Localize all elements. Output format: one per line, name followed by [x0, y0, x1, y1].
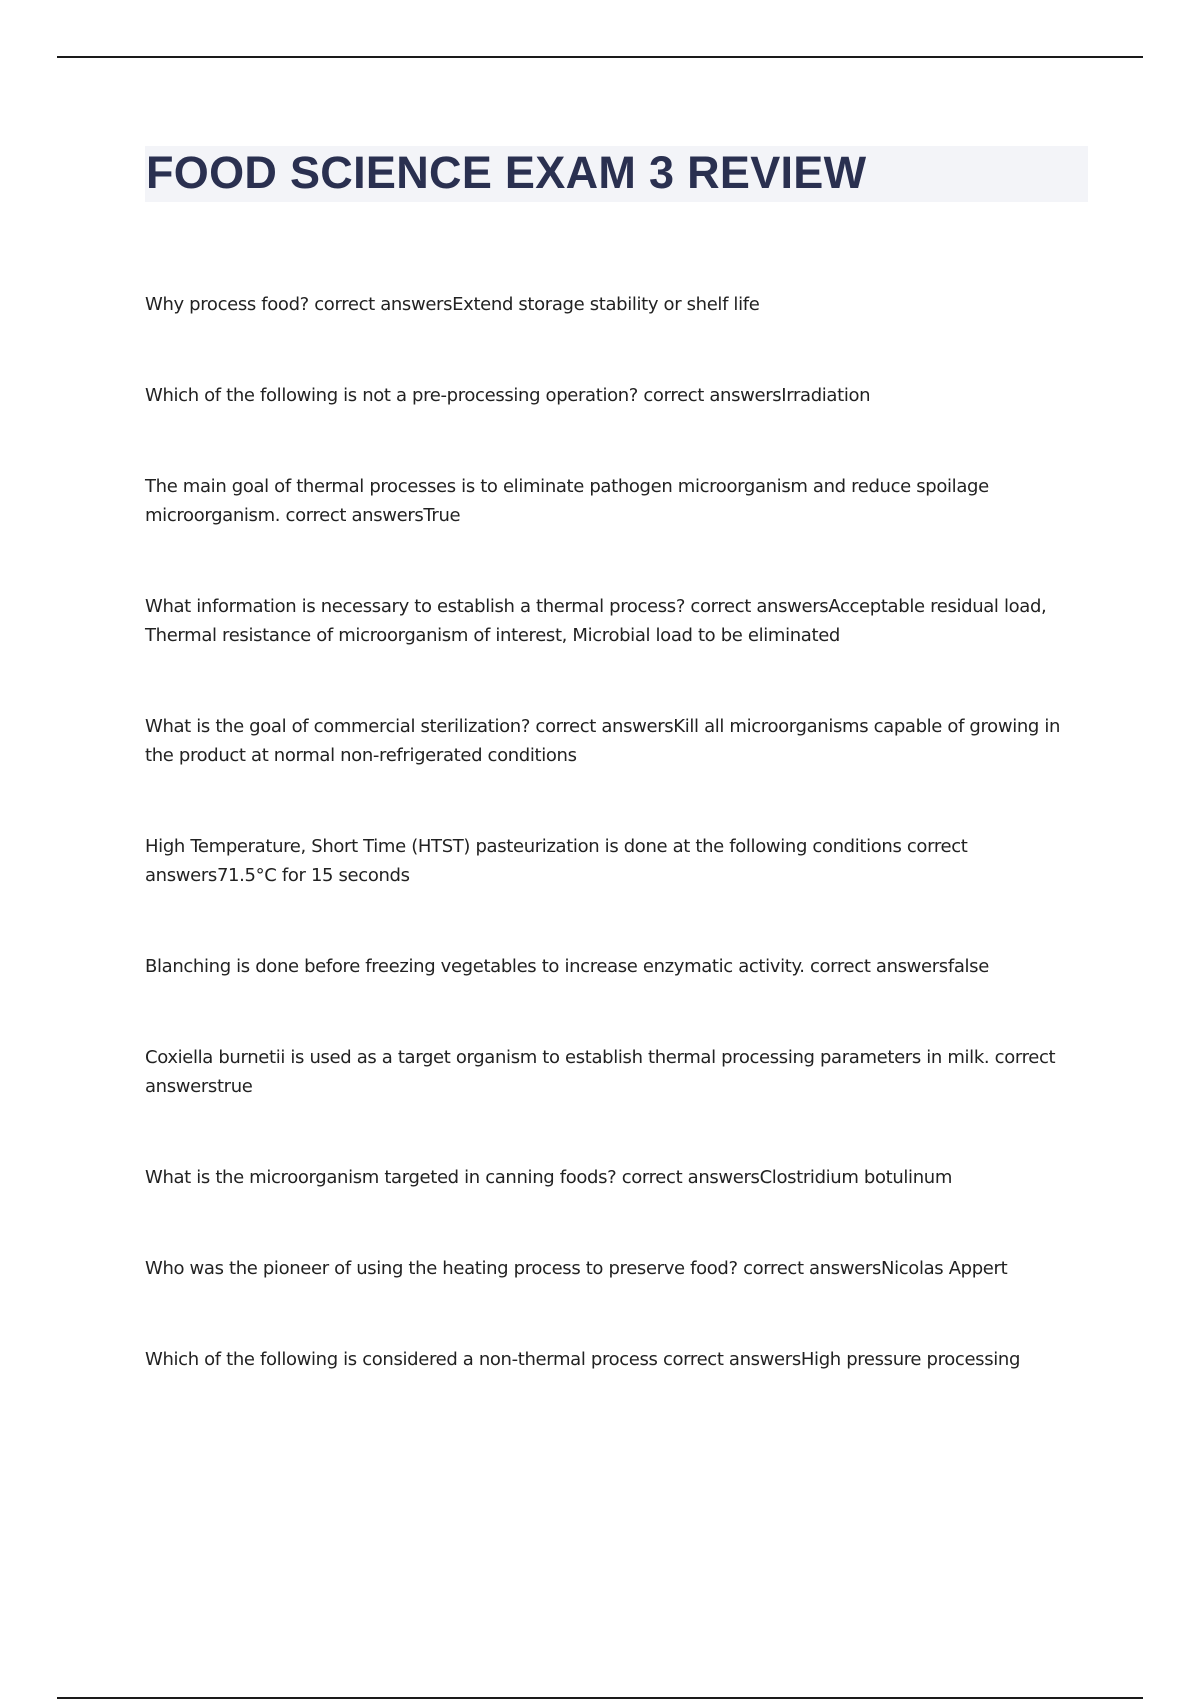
answer-prefix: correct answers — [145, 836, 968, 886]
answer-prefix: correct answers — [804, 956, 948, 977]
qa-item — [145, 290, 1090, 319]
question-text: Who was the pioneer of using the heating process to preserve food? — [145, 1258, 738, 1279]
page-title: FOOD SCIENCE EXAM 3 REVIEW — [146, 147, 867, 198]
qa-item — [145, 1163, 1090, 1192]
question-text: What is the goal of commercial sterilization? — [145, 716, 531, 737]
answer-prefix: correct answers — [530, 716, 674, 737]
answer-prefix: correct answers — [638, 385, 782, 406]
qa-item — [145, 1345, 1090, 1374]
footer-rule — [57, 1697, 1143, 1699]
question-text: Blanching is done before freezing vegetables to increase enzymatic activity. — [145, 956, 805, 977]
answer-prefix: correct answers — [657, 1349, 801, 1370]
qa-item — [145, 592, 1090, 650]
answer-text: Extend storage stability or shelf life — [452, 294, 760, 315]
answer-text: Irradiation — [781, 385, 871, 406]
question-text: Which of the following is not a pre-processing operation? — [145, 385, 639, 406]
answer-prefix: correct answers — [685, 596, 829, 617]
answer-text: Nicolas Appert — [880, 1258, 1008, 1279]
question-text: Coxiella burnetii is used as a target organism to establish thermal processing parameters in milk. — [145, 1047, 990, 1068]
qa-item — [145, 1254, 1090, 1283]
answer-text: Clostridium botulinum — [759, 1167, 953, 1188]
header-rule — [57, 56, 1143, 58]
question-text: Why process food? — [145, 294, 309, 315]
answer-prefix: correct answers — [737, 1258, 881, 1279]
question-text: What information is necessary to establish a thermal process? — [145, 596, 686, 617]
question-text: Which of the following is considered a non-thermal process — [145, 1349, 658, 1370]
answer-text: false — [947, 956, 989, 977]
answer-text: true — [216, 1076, 253, 1097]
question-text: High Temperature, Short Time (HTST) pasteurization is done at the following conditions — [145, 836, 902, 857]
qa-item — [145, 381, 1090, 410]
answer-prefix: correct answers — [616, 1167, 760, 1188]
answer-prefix: correct answers — [280, 505, 424, 526]
question-text: The main goal of thermal processes is to eliminate pathogen microorganism and reduce spoilage microorganism. — [145, 476, 989, 526]
answer-text: 71.5°C for 15 seconds — [216, 865, 410, 886]
answer-text: High pressure processing — [800, 1349, 1021, 1370]
qa-item — [145, 832, 1090, 890]
qa-item — [145, 712, 1090, 770]
qa-item — [145, 472, 1090, 530]
answer-prefix: correct answers — [308, 294, 453, 315]
answer-text: Kill all microorganisms capable of growing in the product at normal non-refrigerated conditions — [145, 716, 1061, 766]
answer-prefix: correct answers — [145, 1047, 1056, 1097]
qa-item — [145, 1043, 1090, 1101]
question-text: What is the microorganism targeted in canning foods? — [145, 1167, 617, 1188]
qa-item — [145, 952, 1090, 981]
answer-text: Acceptable residual load, Thermal resistance of microorganism of interest, Microbial load to be eliminated — [145, 596, 1047, 646]
answer-text: True — [423, 505, 461, 526]
